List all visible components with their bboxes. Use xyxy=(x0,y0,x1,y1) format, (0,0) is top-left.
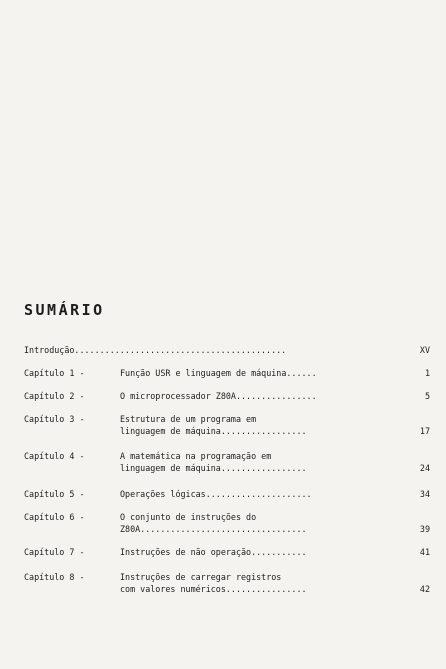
toc-entry-page: 5 xyxy=(424,391,430,401)
toc-entry-label: Capítulo 2 - xyxy=(24,391,85,401)
toc-entry-page: 42 xyxy=(419,584,430,594)
page-title: SUMÁRIO xyxy=(24,301,105,319)
toc-entry-title: linguagem de máquina................. xyxy=(120,426,307,436)
toc-entry-title: Z80A................................. xyxy=(120,524,307,534)
toc-entry-label: Capítulo 4 - xyxy=(24,451,85,461)
toc-intro-page: XV xyxy=(419,345,430,355)
toc-entry-title: A matemática na programação em xyxy=(120,451,272,461)
toc-entry-continuation xyxy=(24,582,430,638)
toc-entry-label: Capítulo 6 - xyxy=(24,512,85,522)
toc-entry-page: 24 xyxy=(419,463,430,473)
toc-entry-label: Capítulo 1 - xyxy=(24,368,85,378)
toc-entry-title: Instruções de carregar registros xyxy=(120,572,282,582)
toc-entry-label: Capítulo 7 - xyxy=(24,547,85,557)
toc-entry-page: 41 xyxy=(419,547,430,557)
toc-entry-title: Estrutura de um programa em xyxy=(120,414,257,424)
toc-entry-label: Capítulo 5 - xyxy=(24,489,85,499)
toc-entry-title: Operações lógicas..................... xyxy=(120,489,312,499)
toc-entry-title: O microprocessador Z80A................ xyxy=(120,391,317,401)
toc-entry-page: 34 xyxy=(419,489,430,499)
toc-entry-page: 17 xyxy=(419,426,430,436)
toc-entry-title: Função USR e linguagem de máquina...... xyxy=(120,368,317,378)
toc-entry-title: linguagem de máquina................. xyxy=(120,463,307,473)
toc-entry-label: Capítulo 8 - xyxy=(24,572,85,582)
toc-entry-page: 1 xyxy=(424,368,430,378)
toc-intro-text: Introdução.......................................... xyxy=(24,345,287,355)
toc-entry-title: Instruções de não operação........... xyxy=(120,547,307,557)
toc-entry-label: Capítulo 3 - xyxy=(24,414,85,424)
toc-entry-page: 39 xyxy=(419,524,430,534)
toc-entry-title: O conjunto de instruções do xyxy=(120,512,257,522)
toc-entry-title: com valores numéricos................ xyxy=(120,584,307,594)
